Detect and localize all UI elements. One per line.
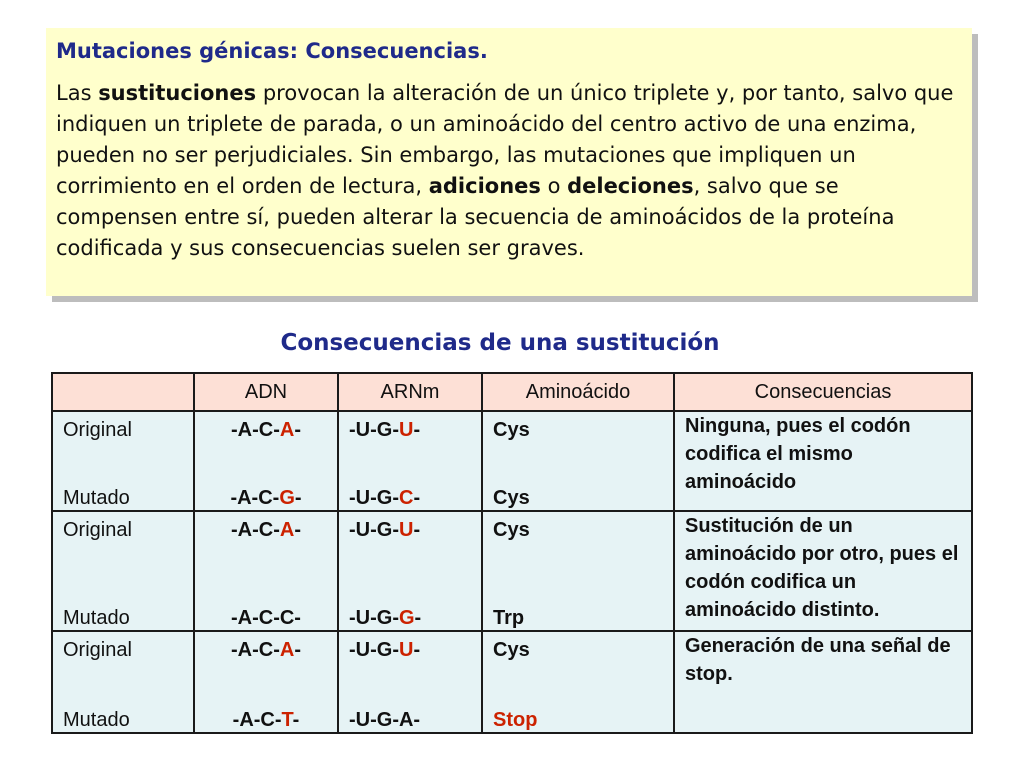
aa-cell [482,631,674,733]
adn-mutado: -A-C-G- [230,487,302,509]
label-original: Original [63,419,132,441]
consequence-cell: Generación de una señal de stop. [674,631,972,733]
arn-mutado: -U-G-A- [349,709,421,731]
table-header-row [52,373,972,411]
adn-original: -A-C-A- [231,419,301,441]
adn-cell [194,511,338,631]
arn-mutado: -U-G-C- [349,487,421,509]
label-mutado: Mutado [63,607,130,629]
substitution-table [51,372,973,734]
arn-original: -U-G-U- [349,519,421,541]
aa-original: Cys [493,519,530,541]
arn-cell [338,411,482,511]
label-cell [52,411,194,511]
intro-text-1: Las [56,81,99,105]
aa-mutado: Cys [493,487,530,509]
aa-original: Cys [493,639,530,661]
table-row [52,631,972,733]
label-original: Original [63,639,132,661]
intro-box [46,28,972,296]
table-title: Consecuencias de una sustitución [280,330,720,356]
header-aminoacido: Aminoácido [482,373,674,411]
adn-mutado: -A-C-C- [231,607,301,629]
header-consecuencias: Consecuencias [674,373,972,411]
header-arnm: ARNm [338,373,482,411]
arn-original: -U-G-U- [349,639,421,661]
arn-cell [338,511,482,631]
table-row [52,511,972,631]
intro-title: Mutaciones génicas: Consecuencias. [56,39,488,63]
header-adn: ADN [194,373,338,411]
intro-bold-deleciones: deleciones [567,174,694,198]
adn-cell [194,631,338,733]
label-cell [52,511,194,631]
intro-text-4: , salvo que se compensen entre sí, pueden alterar la secuencia de aminoácidos de la proteína codificada y sus consecuencias suelen ser graves. [56,174,895,260]
label-mutado: Mutado [63,487,130,509]
intro-text-2: provocan la alteración de un único triplete y, por tanto, salvo que indiquen un triplete de parada, o un aminoácido del centro activo de una enzima, pueden no ser perjudiciales. Sin embargo, las mutaciones que impliquen un corrimiento en el orden de lectura, [56,81,954,198]
label-cell [52,631,194,733]
aa-cell [482,511,674,631]
header-empty [52,373,194,411]
aa-mutado: Stop [493,709,538,731]
adn-original: -A-C-A- [231,639,301,661]
consequence-cell: Sustitución de un aminoácido por otro, pues el codón codifica un aminoácido distinto. [674,511,972,631]
intro-bold-sustituciones: sustituciones [98,81,257,105]
consequence-cell: Ninguna, pues el codón codifica el mismo aminoácido [674,411,972,511]
intro-text-3: o [540,174,568,198]
adn-original: -A-C-A- [231,519,301,541]
adn-cell [194,411,338,511]
arn-cell [338,631,482,733]
adn-mutado: -A-C-T- [232,709,300,731]
aa-original: Cys [493,419,530,441]
arn-mutado: -U-G-G- [349,607,422,629]
intro-bold-adiciones: adiciones [428,174,541,198]
intro-paragraph [56,78,960,264]
label-mutado: Mutado [63,709,130,731]
aa-mutado: Trp [493,607,525,629]
table-row [52,411,972,511]
arn-original: -U-G-U- [349,419,421,441]
aa-cell [482,411,674,511]
label-original: Original [63,519,132,541]
